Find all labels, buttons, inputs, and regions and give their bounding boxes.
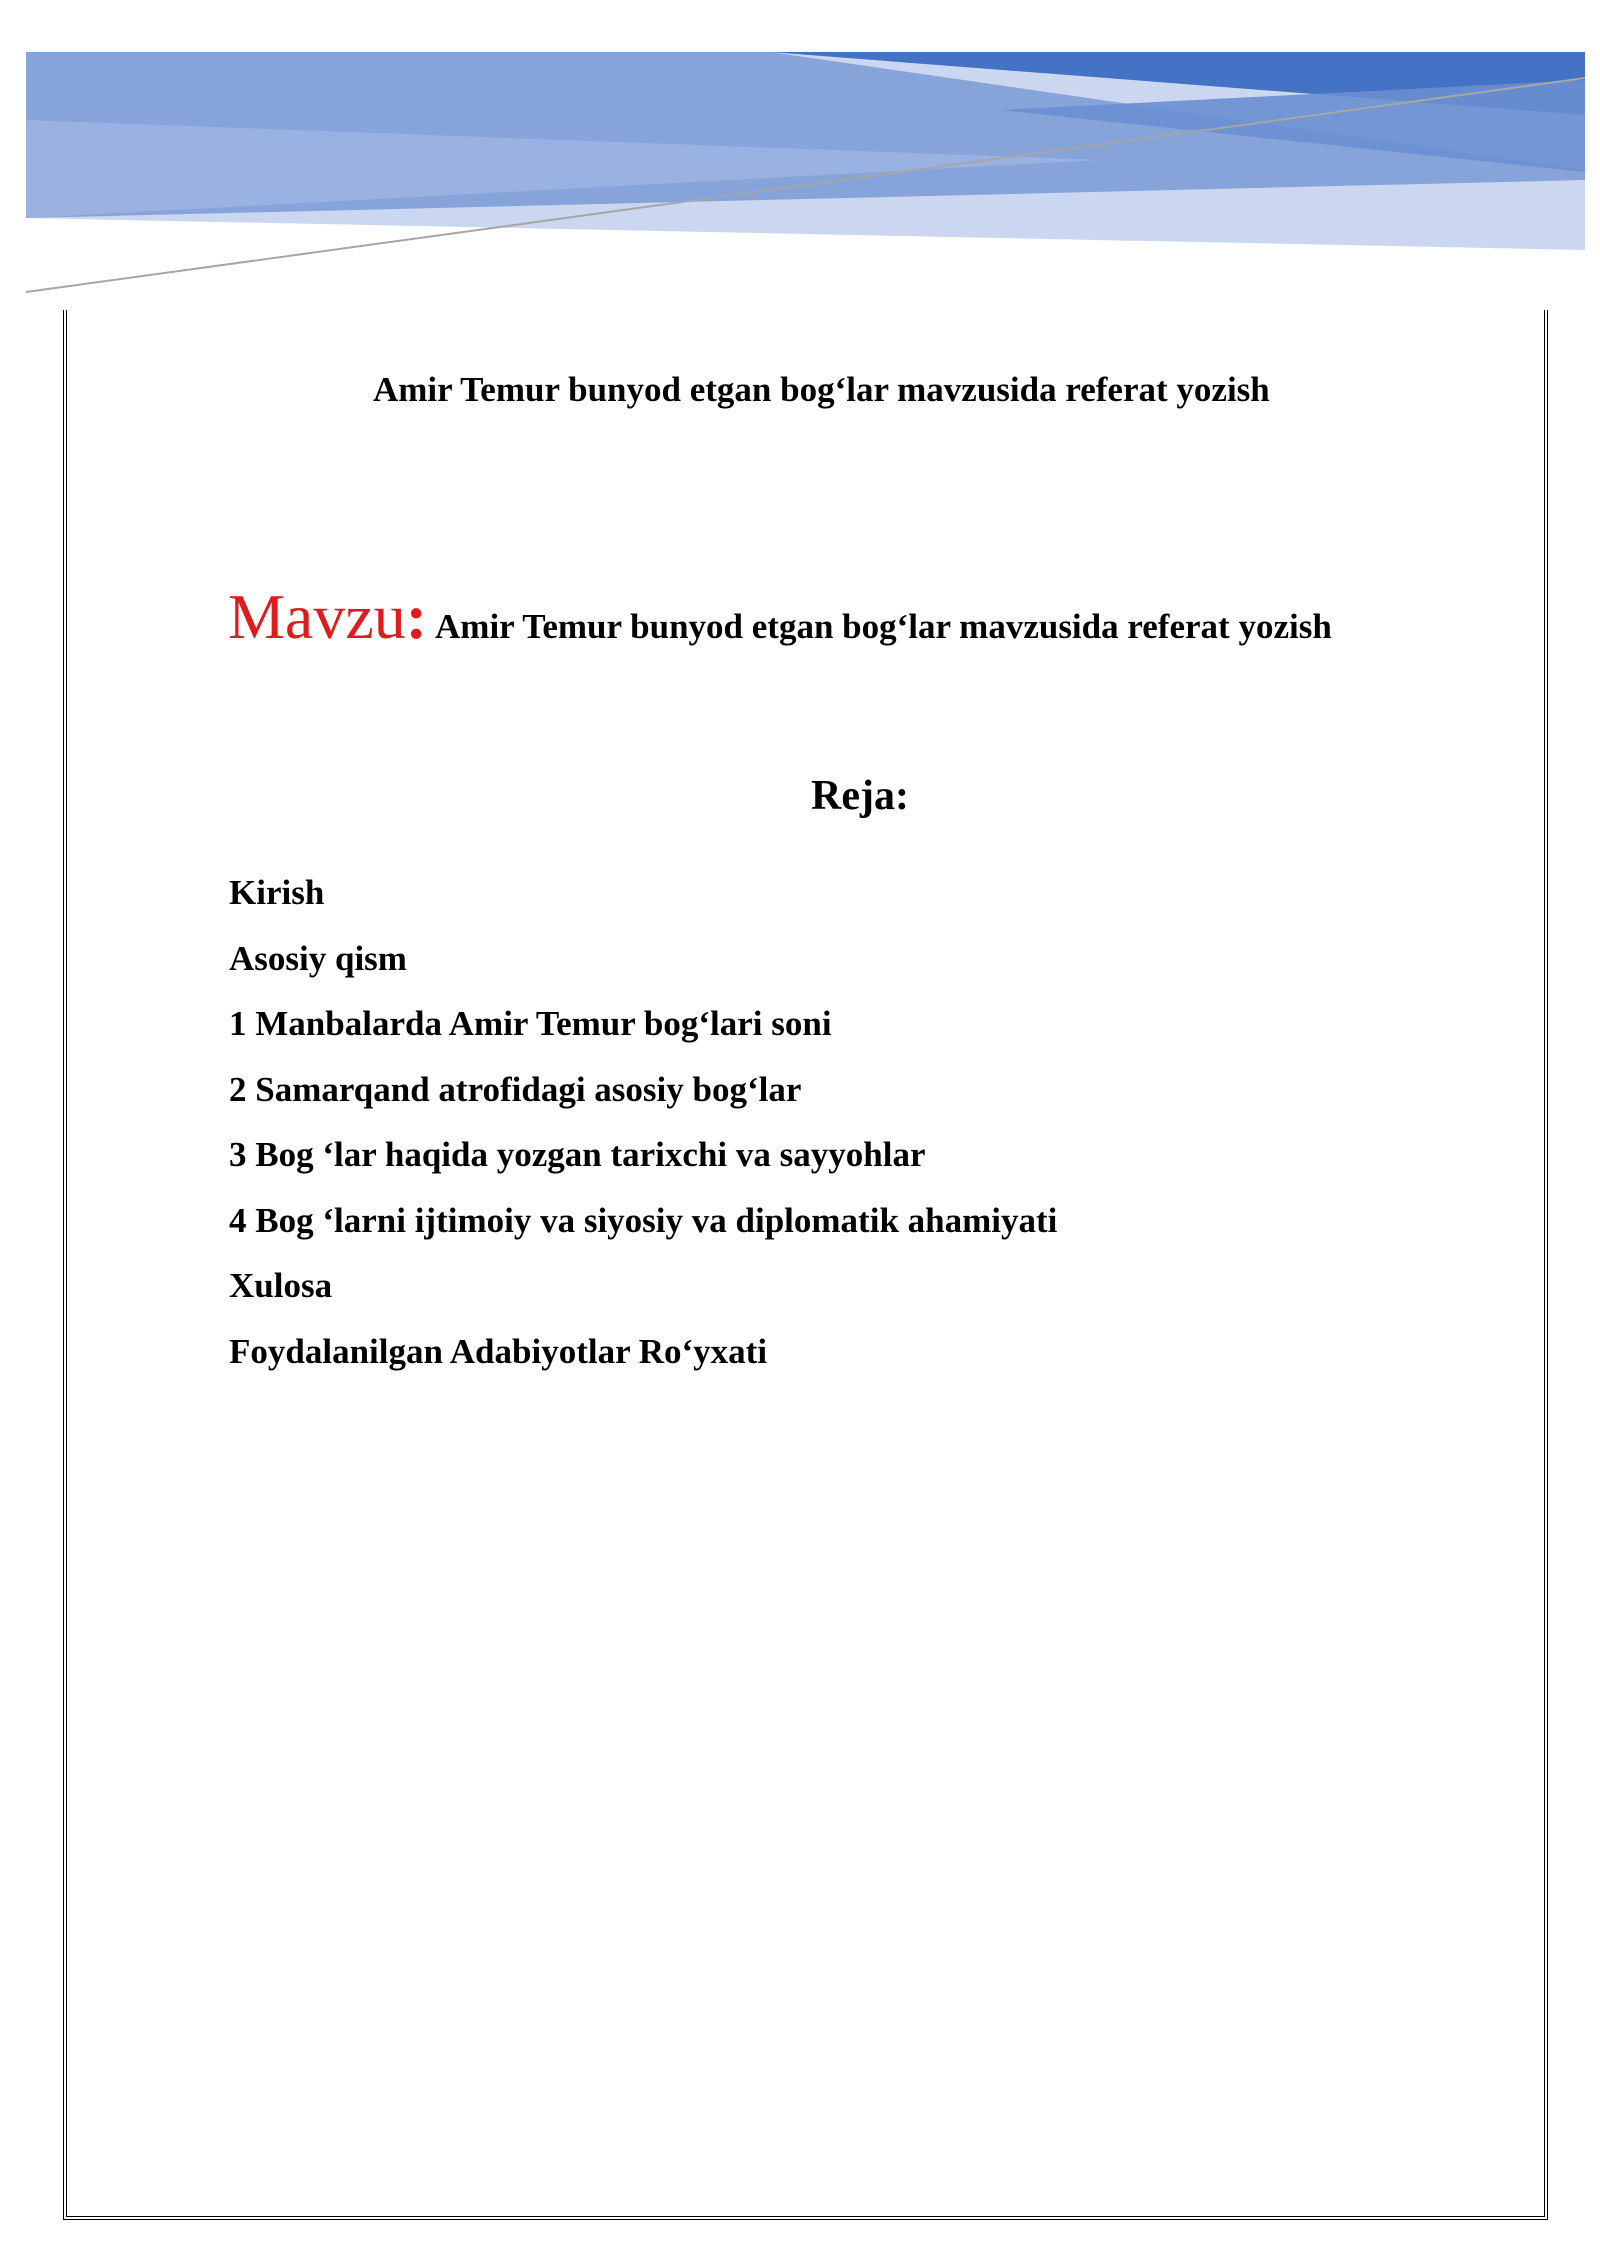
plan-item: Xulosa <box>229 1266 333 1305</box>
plan-item: 1 Manbalarda Amir Temur bog‘lari soni <box>229 1004 832 1043</box>
plan-item: 4 Bog ‘larni ijtimoiy va siyosiy va diplomatik ahamiyati <box>229 1200 1058 1240</box>
topic-text: Amir Temur bunyod etgan bog‘lar mavzusida referat yozish <box>435 607 1332 646</box>
topic-colon: : <box>405 581 428 652</box>
plan-list <box>229 868 1057 1392</box>
topic-line <box>228 581 1332 652</box>
plan-heading: Reja: <box>811 773 909 819</box>
plan-item: 2 Samarqand atrofidagi asosiy bog‘lar <box>229 1069 802 1109</box>
plan-item: Asosiy qism <box>229 938 407 978</box>
plan-item: Foydalanilgan Adabiyotlar Ro‘yxati <box>229 1331 768 1371</box>
plan-item: Kirish <box>229 873 325 912</box>
header-banner <box>0 0 1600 300</box>
topic-label: Mavzu <box>228 581 406 652</box>
document-title: Amir Temur bunyod etgan bog‘lar mavzusida referat yozish <box>373 370 1270 409</box>
plan-item: 3 Bog ‘lar haqida yozgan tarixchi va sayyohlar <box>229 1135 926 1174</box>
